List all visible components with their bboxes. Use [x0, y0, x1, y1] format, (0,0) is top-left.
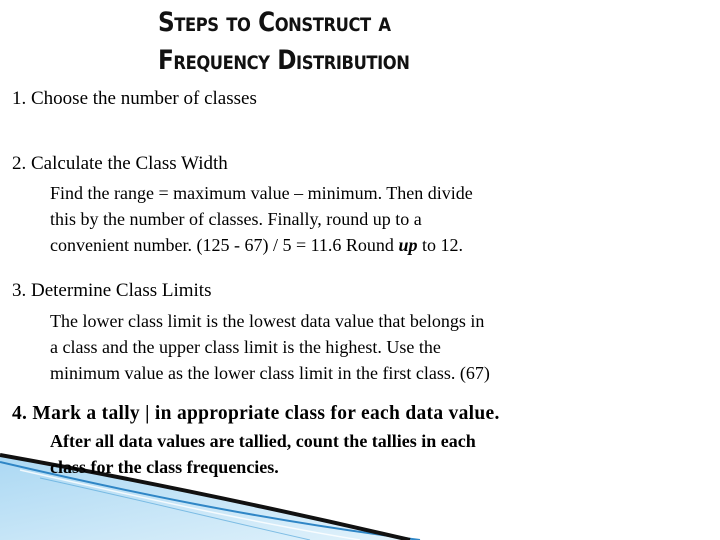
step-3-heading: 3. Determine Class Limits [12, 280, 212, 301]
emphasized-word: up [398, 235, 418, 255]
slide-title [158, 4, 571, 80]
step-2-detail [50, 180, 473, 258]
step-4-detail [50, 428, 476, 480]
step-3-detail-line: minimum value as the lower class limit in the first class. (67) [50, 363, 490, 383]
step-3-detail-line: a class and the upper class limit is the highest. Use the [50, 337, 441, 357]
step-2-heading: 2. Calculate the Class Width [12, 153, 228, 174]
step-4-detail-line: class for the class frequencies. [50, 457, 279, 477]
step-3-detail-line: The lower class limit is the lowest data value that belongs in [50, 311, 485, 331]
step-2-detail-line: Find the range = maximum value – minimum. Then divide [50, 183, 473, 203]
slide-title-line-1: Steps to Construct a [158, 7, 391, 38]
step-2-detail-text: to 12. [417, 235, 463, 255]
step-2-detail-line [50, 232, 473, 258]
step-4-heading: 4. Mark a tally | in appropriate class for each data value. [12, 403, 500, 424]
step-4-detail-line: After all data values are tallied, count the tallies in each [50, 431, 476, 451]
step-3-detail [50, 308, 490, 386]
step-2-detail-line: this by the number of classes. Finally, round up to a [50, 209, 422, 229]
step-1-heading: 1. Choose the number of classes [12, 88, 257, 109]
slide-title-line-2: Frequency Distribution [158, 45, 410, 76]
step-2-detail-text: convenient number. (125 - 67) / 5 = 11.6 Round [50, 235, 399, 255]
